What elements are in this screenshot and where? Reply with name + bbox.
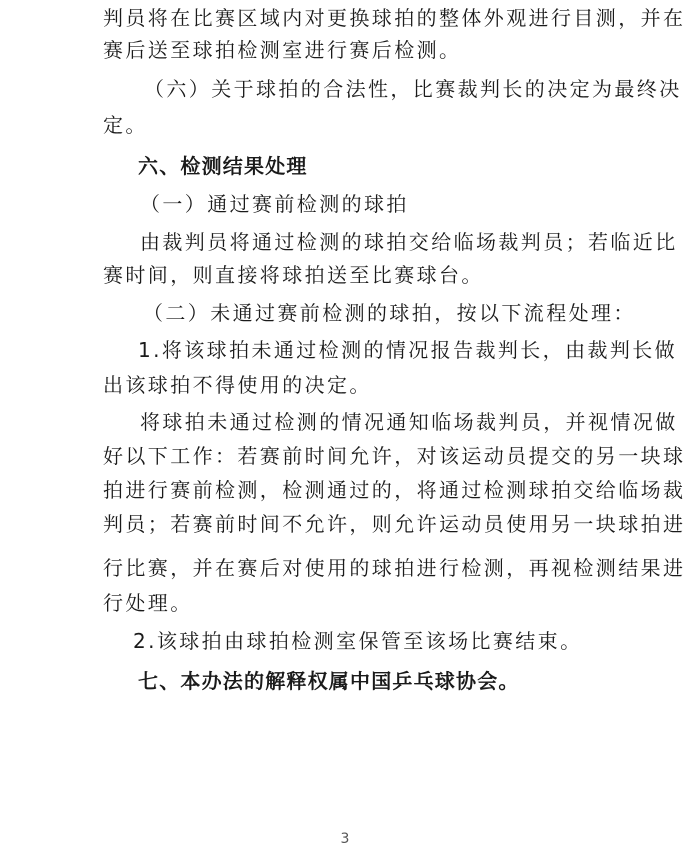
- paragraph-line: 拍进行赛前检测，检测通过的，将通过检测球拍交给临场裁: [103, 478, 686, 502]
- subsection-heading: （一）通过赛前检测的球拍: [140, 192, 409, 216]
- paragraph-line: 行处理。: [103, 591, 193, 615]
- paragraph-line: 判员将在比赛区域内对更换球拍的整体外观进行目测，并在: [103, 6, 686, 30]
- paragraph-line: 将球拍未通过检测的情况通知临场裁判员，并视情况做: [140, 410, 678, 434]
- paragraph-line: 赛后送至球拍检测室进行赛后检测。: [103, 38, 462, 62]
- list-item-line: 出该球拍不得使用的决定。: [103, 373, 372, 397]
- subsection-heading: （二）未通过赛前检测的球拍，按以下流程处理：: [143, 301, 636, 325]
- list-item-line: 2.该球拍由球拍检测室保管至该场比赛结束。: [133, 629, 583, 653]
- paragraph-line: 由裁判员将通过检测的球拍交给临场裁判员；若临近比: [140, 230, 678, 254]
- paragraph-line: （六）关于球拍的合法性，比赛裁判长的决定为最终决: [144, 77, 682, 101]
- list-item-line: 1.将该球拍未通过检测的情况报告裁判长，由裁判长做: [138, 338, 678, 362]
- section-heading: 七、本办法的解释权属中国乒乓球协会。: [138, 669, 520, 693]
- section-heading: 六、检测结果处理: [138, 154, 308, 178]
- paragraph-line: 好以下工作：若赛前时间允许，对该运动员提交的另一块球: [103, 444, 686, 468]
- page-number: 3: [340, 831, 350, 847]
- paragraph-line: 行比赛，并在赛后对使用的球拍进行检测，再视检测结果进: [103, 556, 686, 580]
- paragraph-line: 判员；若赛前时间不允许，则允许运动员使用另一块球拍进: [103, 512, 686, 536]
- paragraph-line: 定。: [103, 113, 148, 137]
- paragraph-line: 赛时间，则直接将球拍送至比赛球台。: [103, 263, 484, 287]
